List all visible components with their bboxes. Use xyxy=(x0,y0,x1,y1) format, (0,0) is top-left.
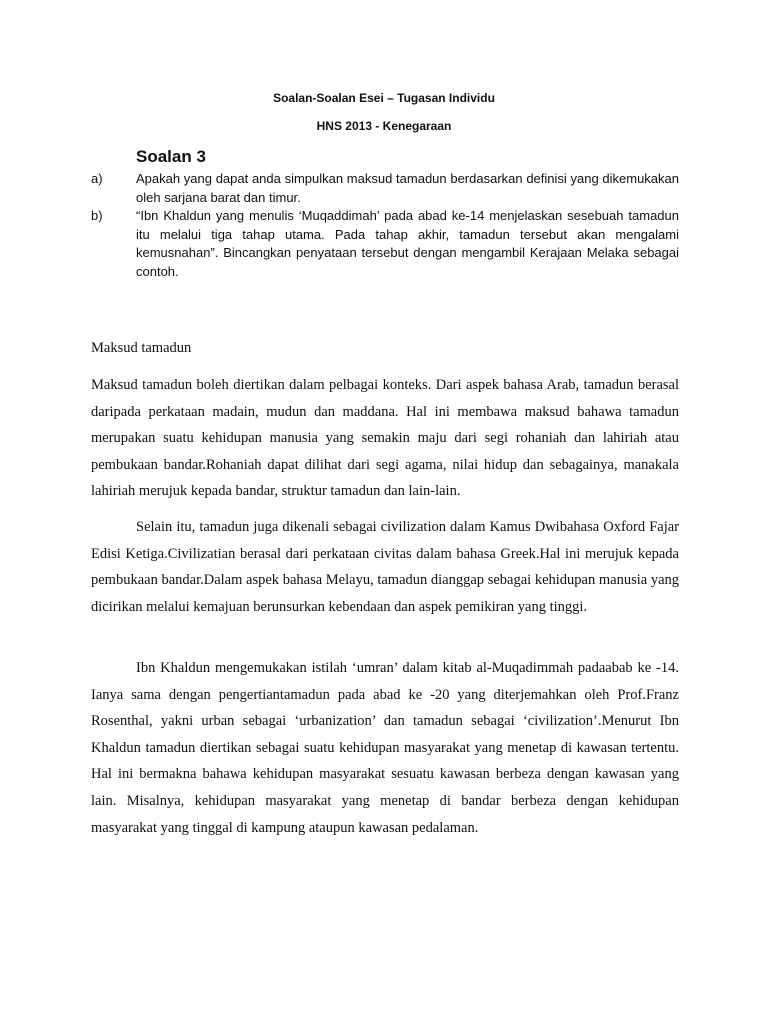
body-paragraph-3: Ibn Khaldun mengemukakan istilah ‘umran’ dalam kitab al-Muqadimmah padaabab ke -14. Ianya sama dengan pengertiantamadun pada abad ke -20 yang diterjemahkan oleh Prof.Franz Rosenthal, yakni urban sebagai ‘urbanization’ dan tamadun sebagai ‘civilization’.Menurut Ibn Khaldun tamadun diertikan sebagai suatu kehidupan masyarakat yang menetap di kawasan tertentu. Hal ini bermakna bahawa kehidupan masyarakat sesuatu kawasan berbeza dengan kawasan yang lain. Misalnya, kehidupan masyarakat yang menetap di bandar berbeza dengan kehidupan masyarakat yang tinggal di kampung ataupun kawasan pedalaman. xyxy=(91,660,679,836)
body-paragraph-1: Maksud tamadun boleh diertikan dalam pelbagai konteks. Dari aspek bahasa Arab, tamadun berasal daripada perkataan madain, mudun dan maddana. Hal ini membawa maksud bahawa tamadun merupakan suatu kehidupan manusia yang semakin maju dari segi rohaniah dan lahiriah atau pembukaan bandar.Rohaniah dapat dilihat dari segi agama, nilai hidup dan sebagainya, manakala lahiriah merujuk kepada bandar, struktur tamadun dan lain-lain. xyxy=(91,377,679,500)
body-paragraph-2: Selain itu, tamadun juga dikenali sebagai civilization dalam Kamus Dwibahasa Oxford Fajar Edisi Ketiga.Civilizatian berasal dari perkataan civitas dalam bahasa Greek.Hal ini merujuk kepada pembukaan bandar.Dalam aspek bahasa Melayu, tamadun dianggap sebagai kehidupan manusia yang dicirikan melalui kemajuan berunsurkan kebendaan dan aspek pemikiran yang tinggi. xyxy=(91,519,679,615)
question-list xyxy=(91,170,679,281)
question-text: Apakah yang dapat anda simpulkan maksud tamadun berdasarkan definisi yang dikemukakan oleh sarjana barat dan timur. xyxy=(136,171,679,205)
question-text: “Ibn Khaldun yang menulis ‘Muqaddimah’ pada abad ke-14 menjelaskan sesebuah tamadun itu melalui tiga tahap utama. Pada tahap akhir, tamadun tersebut akan mengalami kemusnahan”. Bincangkan penyataan tersebut dengan mengambil Kerajaan Melaka sebagai contoh. xyxy=(136,208,679,279)
section-heading: Maksud tamadun xyxy=(91,340,192,356)
question-item-b xyxy=(91,207,679,281)
question-heading: Soalan 3 xyxy=(136,147,206,166)
question-label: a) xyxy=(91,171,103,186)
course-code: HNS 2013 - Kenegaraan xyxy=(316,119,452,133)
question-label: b) xyxy=(91,208,103,223)
question-item-a xyxy=(91,170,679,207)
document-title: Soalan-Soalan Esei – Tugasan Individu xyxy=(273,91,495,105)
